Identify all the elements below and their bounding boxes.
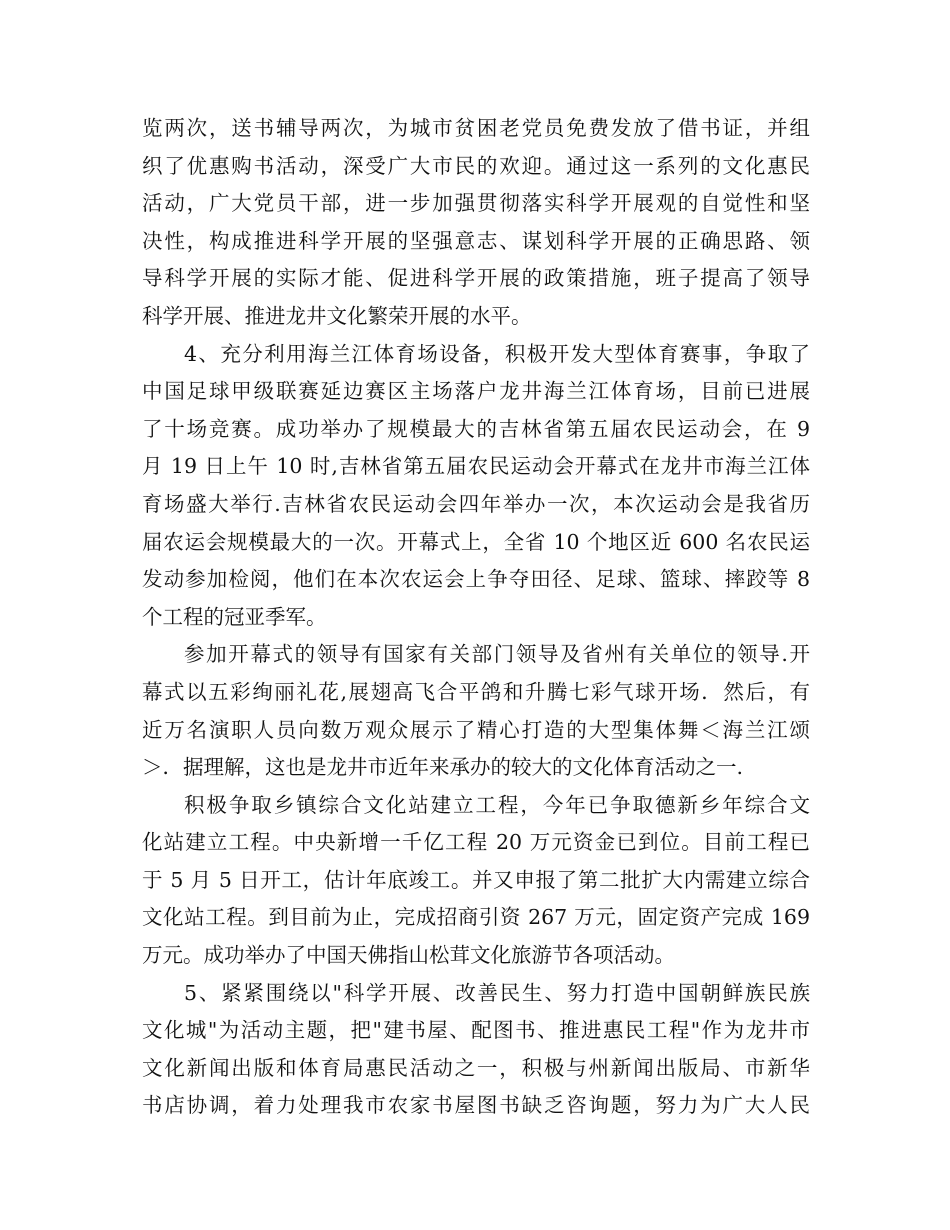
text-line: ＞．据理解，这也是龙井市近年来承办的较大的文化体育活动之一. <box>142 755 744 780</box>
paragraph-first-line: 参加开幕式的领导有国家有关部门领导及省州有关单位的领导.开 <box>184 642 810 667</box>
text-line: 文化新闻出版和体育局惠民活动之一，积极与州新闻出版局、市新华 <box>142 1055 810 1080</box>
text-line: 览两次，送书辅导两次，为城市贫困老党员免费发放了借书证，并组 <box>142 116 810 140</box>
text-line: 中国足球甲级联赛延边赛区主场落户龙井海兰江体育场，目前已进展 <box>142 379 810 404</box>
text-line: 决性，构成推进科学开展的坚强意志、谋划科学开展的正确思路、领 <box>142 228 810 253</box>
text-line: 活动，广大党员干部，进一步加强贯彻落实科学开展观的自觉性和坚 <box>142 191 810 216</box>
text-line: 化站建立工程。中央新增一千亿工程 20 万元资金已到位。目前工程已 <box>142 830 810 855</box>
text-line: 了十场竞赛。成功举办了规模最大的吉林省第五届农民运动会，在 9 <box>142 416 810 441</box>
text-line: 文化城"为活动主题，把"建书屋、配图书、推进惠民工程"作为龙井市 <box>142 1018 810 1043</box>
text-line: 幕式以五彩绚丽礼花,展翅高飞合平鸽和升腾七彩气球开场．然后，有 <box>142 679 810 704</box>
text-line: 导科学开展的实际才能、促进科学开展的政策措施，班子提高了领导 <box>142 266 810 291</box>
text-line: 于 5 月 5 日开工，估计年底竣工。并又申报了第二批扩大内需建立综合 <box>142 867 810 892</box>
text-line: 近万名演职人员向数万观众展示了精心打造的大型集体舞＜海兰江颂 <box>142 717 810 742</box>
text-line: 月 19 日上午 10 时,吉林省第五届农民运动会开幕式在龙井市海兰江体 <box>142 454 810 479</box>
paragraph-first-line: 5、紧紧围绕以"科学开展、改善民生、努力打造中国朝鲜族民族 <box>184 980 810 1005</box>
text-line: 书店协调，着力处理我市农家书屋图书缺乏咨询题，努力为广大人民 <box>142 1093 810 1118</box>
text-line: 织了优惠购书活动，深受广大市民的欢迎。通过这一系列的文化惠民 <box>142 153 810 178</box>
text-line: 万元。成功举办了中国天佛指山松茸文化旅游节各项活动。 <box>142 943 675 968</box>
text-line: 育场盛大举行.吉林省农民运动会四年举办一次，本次运动会是我省历 <box>142 491 810 516</box>
text-line: 科学开展、推进龙井文化繁荣开展的水平。 <box>142 303 532 328</box>
text-line: 届农运会规模最大的一次。开幕式上，全省 10 个地区近 600 名农民运 <box>142 529 810 554</box>
paragraph-first-line: 积极争取乡镇综合文化站建立工程，今年已争取德新乡年综合文 <box>184 792 810 817</box>
text-line: 文化站工程。到目前为止，完成招商引资 267 万元，固定资产完成 169 <box>142 905 810 930</box>
paragraph-first-line: 4、充分利用海兰江体育场设备，积极开发大型体育赛事，争取了 <box>184 341 810 366</box>
text-line: 发动参加检阅，他们在本次农运会上争夺田径、足球、篮球、摔跤等 8 <box>142 567 810 592</box>
text-line: 个工程的冠亚季军。 <box>142 604 327 629</box>
document-page <box>142 110 810 1125</box>
